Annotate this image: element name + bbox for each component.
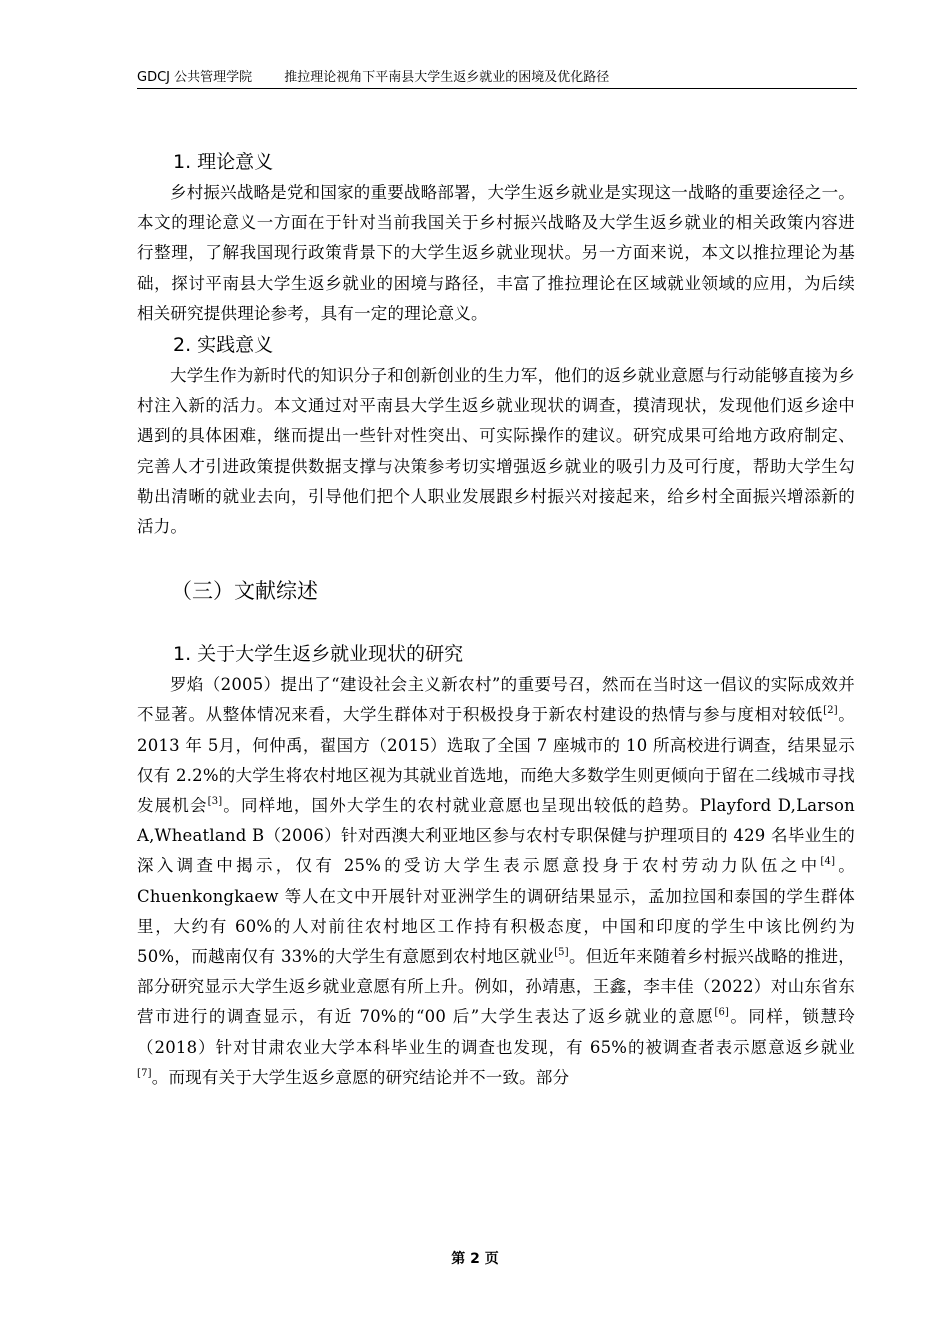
theory-paragraph: 乡村振兴战略是党和国家的重要战略部署，大学生返乡就业是实现这一战略的重要途径之一。本文的理论意义一方面在于针对当前我国关于乡村振兴战略及大学生返乡就业的相关政策内容进行整理，了解我国现行政策背景下的大学生返乡就业现状。另一方面来说，本文以推拉理论为基础，探讨平南县大学生返乡就业的困境与路径，丰富了推拉理论在区域就业领域的应用，为后续相关研究提供理论参考，具有一定的理论意义。 (137, 183, 855, 323)
page-number: 第 2 页 (451, 1251, 499, 1267)
citation-6: [6] (714, 1007, 730, 1019)
theory-heading: 1. 理论意义 (173, 151, 274, 173)
review-text-2: 。2013 年 5月，何仲禹，翟国方（2015）选取了全国 7 座城市的 10 所高校进行调查，结果显示仅有 2.2%的大学生将农村地区视为其就业首选地，而绝大多数学生则更倾向于留在二线城市寻找发展机会 (137, 705, 856, 816)
review-text-5: 。但近年来随着乡村振兴战略的推进，部分研究显示大学生返乡就业意愿有所上升。例如，孙靖惠，王鑫，李丰佳（2022）对山东省东营市进行的调查显示，有近 70%的“00 后”大学生表达了返乡就业的意愿 (137, 947, 855, 1027)
citation-5: [5] (554, 947, 569, 959)
review-text-6: 。同样，锁慧玲（2018）针对甘肃农业大学本科毕业生的调查也发现，有 65%的被调查者表示愿意返乡就业 (137, 1007, 855, 1057)
review-subheading: 1. 关于大学生返乡就业现状的研究 (173, 643, 464, 666)
review-text-4: 。Chuenkongkaew 等人在文中开展针对亚洲学生的调研结果显示，孟加拉国和泰国的学生群体里，大约有 60%的人对前往农村地区工作持有积极态度，中国和印度的学生中该比例约为 50%，而越南仅有 33%的大学生有意愿到农村地区就业 (137, 856, 855, 967)
citation-4: [4] (820, 856, 836, 868)
page-content (137, 140, 855, 1093)
citation-7: [7] (137, 1067, 152, 1079)
header-title: 推拉理论视角下平南县大学生返乡就业的困境及优化路径 (284, 70, 610, 85)
header-org: GDCJ 公共管理学院 (137, 70, 253, 85)
practice-heading: 2. 实践意义 (173, 334, 274, 357)
practice-paragraph: 大学生作为新时代的知识分子和创新创业的生力军，他们的返乡就业意愿与行动能够直接为乡村注入新的活力。本文通过对平南县大学生返乡就业现状的调查，摸清现状，发现他们返乡途中遇到的具体困难，继而提出一些针对性突出、可实际操作的建议。研究成果可给地方政府制定、完善人才引进政策提供数据支撑与决策参考切实增强返乡就业的吸引力及可行度，帮助大学生勾勒出清晰的就业去向，引导他们把个人职业发展跟乡村振兴对接起来，给乡村全面振兴增添新的活力。 (137, 366, 855, 537)
citation-3: [3] (207, 796, 223, 808)
review-text-1: 罗焰（2005）提出了“建设社会主义新农村”的重要号召，然而在当时这一倡议的实际成效并不显著。从整体情况来看，大学生群体对于积极投身于新农村建设的热情与参与度相对较低 (137, 675, 855, 725)
review-text-7: 。而现有关于大学生返乡意愿的研究结论并不一致。部分 (151, 1067, 570, 1087)
review-text-3: 。同样地，国外大学生的农村就业意愿也呈现出较低的趋势。Playford D,Larson A,Wheatland B（2006）针对西澳大利亚地区参与农村专职保健与护理项目的 429 名毕业生的深入调查中揭示，仅有 25%的受访大学生表示愿意投身于农村劳动力队伍之中 (137, 796, 855, 876)
citation-2: [2] (823, 705, 838, 717)
review-heading: （三）文献综述 (171, 579, 318, 604)
review-paragraph (137, 670, 855, 1093)
page-header (137, 68, 857, 89)
